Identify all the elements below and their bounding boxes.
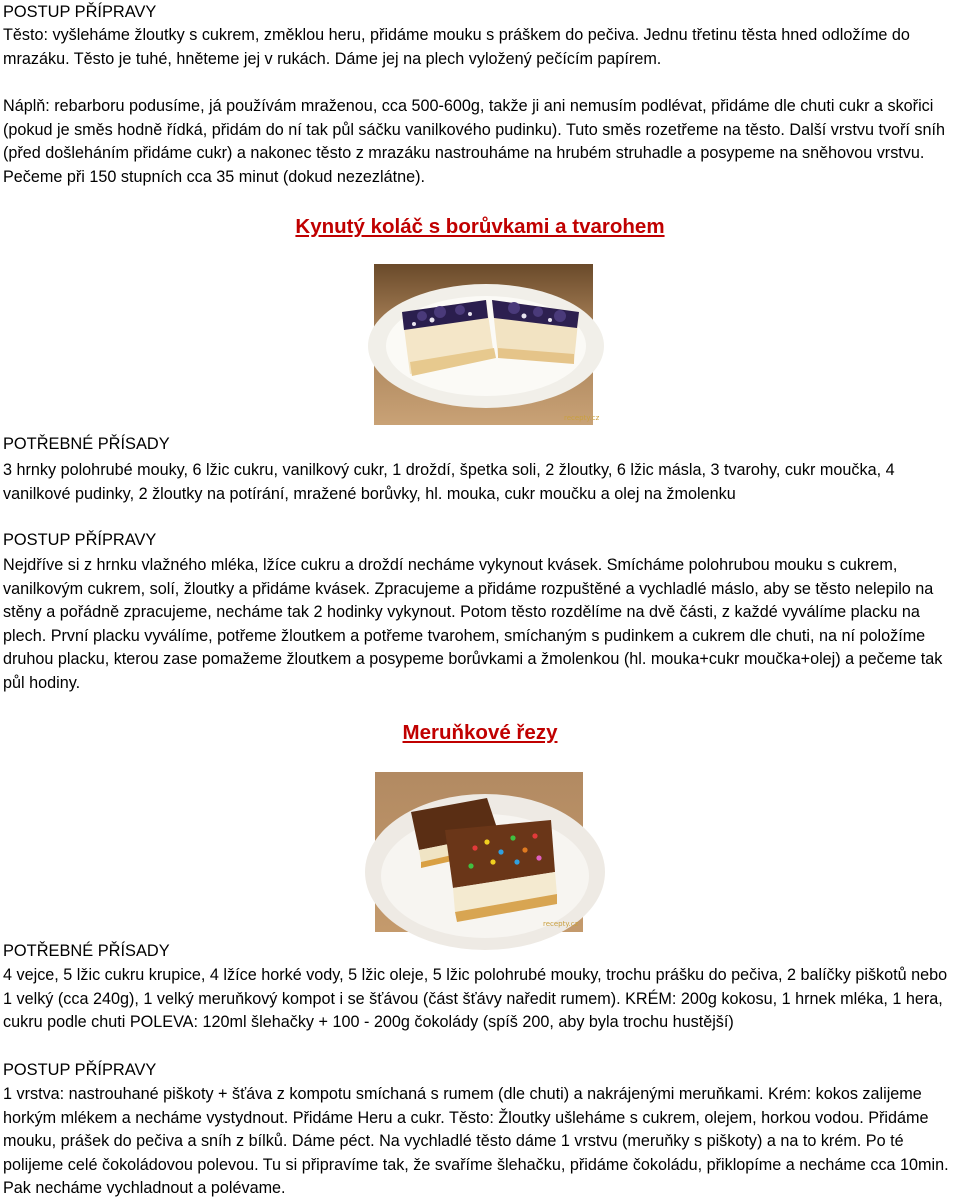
procedure-heading-blueberry: POSTUP PŘÍPRAVY (3, 531, 157, 549)
recipe-title-blueberry: Kynutý koláč s borůvkami a tvarohem (295, 215, 665, 238)
ingredients-text-apricot: 4 vejce, 5 lžic cukru krupice, 4 lžíce horké vody, 5 lžic oleje, 5 lžic polohrubé mouky, trochu prášku do pečiva, 2 balíčky piškotů nebo 1 velký (cca 240g), 1 velký meruňkový kompot i se šťávou (část šťávy naředit rumem). KRÉM: 200g kokosu, 1 hrnek mléka, 1 hera, cukru podle chuti POLEVA: 120ml šlehačky + 100 - 200g čokolády (spíš 200, aby byla trochu hustější) (3, 966, 948, 1032)
ingredients-text-blueberry: 3 hrnky polohrubé mouky, 6 lžic cukru, vanilkový cukr, 1 droždí, špetka soli, 2 žloutky, 6 lžic másla, 3 tvarohy, cukr moučka, 4 vanilkové pudinky, 2 žloutky na potírání, mražené borůvky, hl. mouka, cukr moučku a olej na žmolenku (3, 461, 895, 503)
filling-text-top: Náplň: rebarboru podusíme, já používám mraženou, cca 500-600g, takže ji ani nemusím podlévat, přidáme dle chuti cukr a skořici (pokud je směs hodně řídká, přidám do ní tak půl sáčku vanilkového pudinku). Tuto směs rozetřeme na těsto. Další vrstvu tvoří sníh (před došleháním přidáme cukr) a nakonec těsto z mrazáku nastrouháme na hrubém struhadle a posypeme na sněhovou vrstvu. Pečeme při 150 stupních cca 35 minut (dokud nezezlátne). (3, 97, 946, 186)
procedure-heading-apricot: POSTUP PŘÍPRAVY (3, 1061, 157, 1079)
apricot-slices-photo (375, 772, 583, 932)
blueberry-cake-photo (374, 264, 600, 425)
svg-text:recepty.cz: recepty.cz (543, 920, 579, 928)
svg-text:recepty.cz: recepty.cz (564, 414, 600, 422)
ingredients-heading-blueberry: POTŘEBNÉ PŘÍSADY (3, 435, 170, 453)
recipe-title-apricot: Meruňkové řezy (402, 721, 558, 744)
ingredients-heading-apricot: POTŘEBNÉ PŘÍSADY (3, 942, 170, 960)
procedure-text-apricot: 1 vrstva: nastrouhané piškoty + šťáva z kompotu smíchaná s rumem (dle chuti) a nakrájenými meruňkami. Krém: kokos zalijeme horkým mlékem a necháme vystydnout. Přidáme Heru a cukr. Těsto: Žloutky ušleháme s cukrem, olejem, horkou vodou. Přidáme mouku, prášek do pečiva a sníh z bílků. Dáme péct. Na vychladlé těsto dáme 1 vrstvu (meruňky s piškoty) a na to krém. Po té polijeme celé čokoládovou polevou. Tu si připravíme tak, že svaříme šlehačku, přidáme čokoládu, přiklopíme a necháme cca 10min. Pak necháme vychladnout a polévame. (3, 1085, 949, 1198)
procedure-text-top: Těsto: vyšleháme žloutky s cukrem, změklou heru, přidáme mouku s práškem do pečiva. Jednu třetinu těsta hned odložíme do mrazáku. Těsto je tuhé, hněteme jej v rukách. Dáme jej na plech vyložený pečícím papírem. (3, 26, 910, 68)
procedure-text-blueberry: Nejdříve si z hrnku vlažného mléka, lžíce cukru a droždí necháme vykynout kvásek. Smícháme polohrubou mouku s cukrem, vanilkovým cukrem, solí, žloutky a přidáme kvásek. Zpracujeme a přidáme rozpuštěné a vychladlé máslo, aby se těsto nelepilo na stěny a pořádně zpracujeme, necháme tak 2 hodinky vykynout. Potom těsto rozdělíme na dvě části, z každé vyválíme placku na plech. První placku vyválíme, potřeme žloutkem a potřeme tvarohem, smíchaným s pudinkem a cukrem dle chuti, na ní položíme druhou placku, kterou zase pomažeme žloutkem a posypeme borůvkami a žmolenkou (hl. mouka+cukr moučka+olej) a pečeme tak půl hodiny. (3, 556, 943, 692)
procedure-heading-top: POSTUP PŘÍPRAVY (3, 3, 157, 21)
